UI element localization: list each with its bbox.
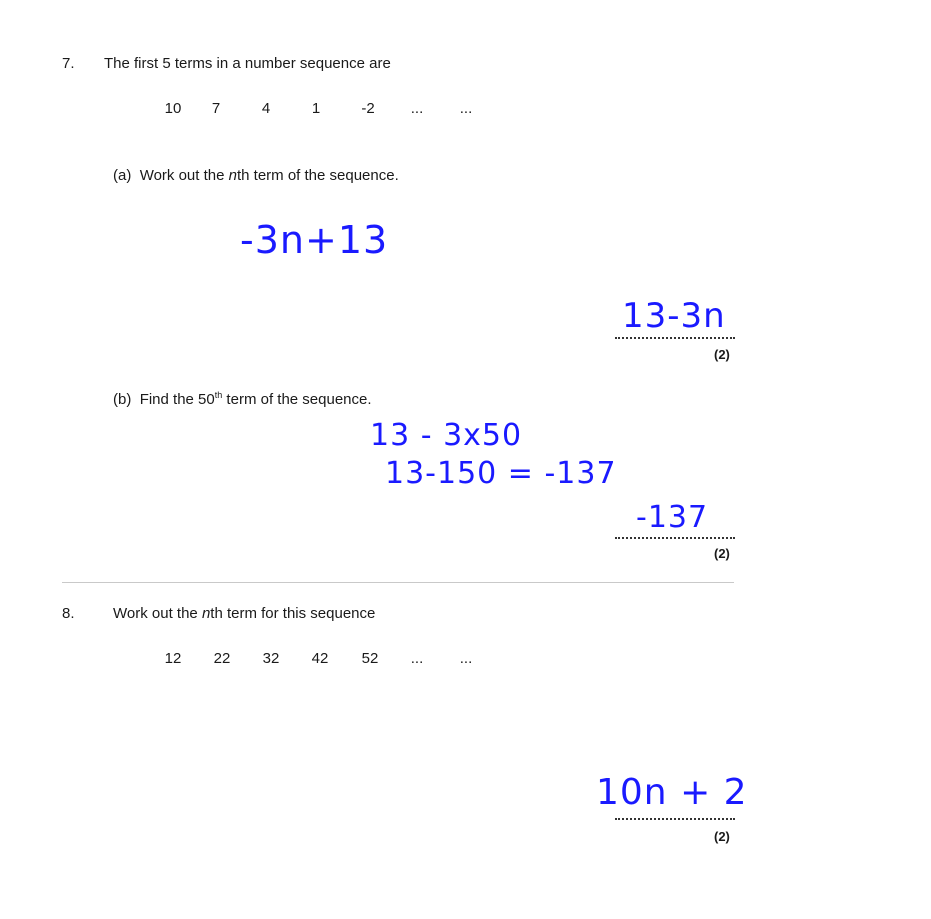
- part-b-working-line-2: 13-150 = -137: [385, 456, 617, 491]
- part-a-answer: 13-3n: [622, 296, 726, 336]
- sequence-term: ...: [410, 650, 424, 667]
- part-b-working-line-1: 13 - 3x50: [370, 418, 523, 453]
- question-8-marks: (2): [714, 829, 730, 844]
- sequence-term: 4: [261, 100, 271, 117]
- answer-line: [615, 337, 735, 339]
- sequence-term: 1: [311, 100, 321, 117]
- part-a-marks: (2): [714, 347, 730, 362]
- question-8-number: 8.: [62, 605, 75, 622]
- sequence-term: ...: [410, 100, 424, 117]
- sequence-term: ...: [459, 650, 473, 667]
- sequence-term: -2: [361, 100, 375, 117]
- part-b-label: (b): [113, 391, 132, 408]
- question-8-text: Work out the nth term for this sequence: [113, 605, 376, 622]
- question-8-answer: 10n + 2: [596, 772, 748, 813]
- sequence-term: 22: [213, 650, 231, 667]
- sequence-term: 10: [164, 100, 182, 117]
- question-divider: [62, 582, 734, 583]
- answer-line: [615, 537, 735, 539]
- question-7-number: 7.: [62, 55, 75, 72]
- question-7-text: The first 5 terms in a number sequence are: [104, 55, 391, 72]
- part-b-question: (b) Find the 50th term of the sequence.: [113, 390, 372, 408]
- part-b-marks: (2): [714, 546, 730, 561]
- sequence-term: 12: [164, 650, 182, 667]
- part-a-question: (a) Work out the nth term of the sequence.: [113, 167, 399, 184]
- sequence-term: 52: [361, 650, 379, 667]
- part-b-answer: -137: [636, 500, 709, 535]
- part-a-working: -3n+13: [240, 218, 389, 262]
- sequence-term: 32: [262, 650, 280, 667]
- sequence-term: ...: [459, 100, 473, 117]
- part-a-label: (a): [113, 167, 132, 184]
- answer-line: [615, 818, 735, 820]
- sequence-term: 42: [311, 650, 329, 667]
- sequence-term: 7: [211, 100, 221, 117]
